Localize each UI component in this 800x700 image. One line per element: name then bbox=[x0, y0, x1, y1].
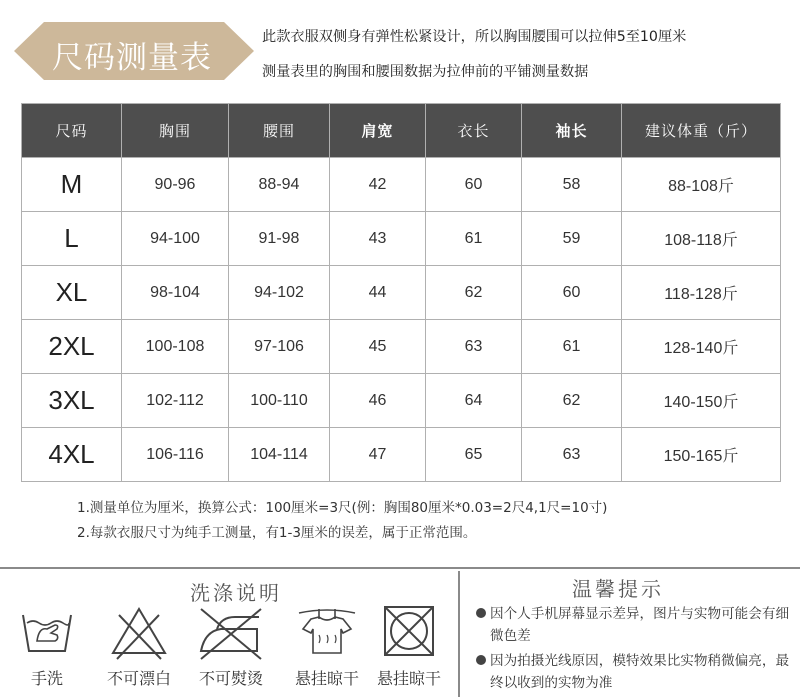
table-cell: 44 bbox=[330, 266, 426, 320]
table-cell: 91-98 bbox=[229, 212, 330, 266]
no-tumble-dry-icon bbox=[379, 605, 439, 661]
table-cell: 128-140斤 bbox=[622, 320, 781, 374]
table-cell: 47 bbox=[330, 428, 426, 482]
table-cell: 59 bbox=[522, 212, 622, 266]
table-cell: 65 bbox=[426, 428, 522, 482]
table-cell: 61 bbox=[426, 212, 522, 266]
table-cell: 94-102 bbox=[229, 266, 330, 320]
table-cell: 63 bbox=[522, 428, 622, 482]
bullet-icon bbox=[476, 655, 486, 665]
header-shoulder: 肩宽 bbox=[330, 104, 426, 158]
table-cell: 106-116 bbox=[122, 428, 229, 482]
header-weight: 建议体重（斤） bbox=[622, 104, 781, 158]
table-cell: 104-114 bbox=[229, 428, 330, 482]
table-row bbox=[22, 212, 781, 266]
care-label: 悬挂晾干 bbox=[376, 669, 441, 688]
tip-text: 因个人手机屏幕显示差异，图片与实物可能会有细微色差 bbox=[490, 606, 790, 644]
table-cell: M bbox=[22, 158, 122, 212]
measurement-notes bbox=[77, 496, 607, 546]
table-cell: 88-94 bbox=[229, 158, 330, 212]
table-cell: 108-118斤 bbox=[622, 212, 781, 266]
table-cell: 42 bbox=[330, 158, 426, 212]
care-label: 不可熨烫 bbox=[198, 669, 263, 688]
header-chest: 胸围 bbox=[122, 104, 229, 158]
care-item-no-iron bbox=[186, 605, 276, 693]
table-cell: 43 bbox=[330, 212, 426, 266]
table-cell: 63 bbox=[426, 320, 522, 374]
table-cell: 88-108斤 bbox=[622, 158, 781, 212]
table-cell: 97-106 bbox=[229, 320, 330, 374]
hand-wash-icon bbox=[17, 605, 77, 661]
care-item-hand-wash bbox=[2, 605, 92, 693]
wash-instructions-title: 洗涤说明 bbox=[190, 581, 282, 605]
note-1: 1.测量单位为厘米，换算公式：100厘米=3尺(例：胸围80厘米*0.03=2尺4,1尺=10寸) bbox=[77, 500, 608, 516]
table-cell: 45 bbox=[330, 320, 426, 374]
table-cell: 62 bbox=[522, 374, 622, 428]
care-item-hang-dry bbox=[282, 605, 372, 693]
table-cell: 150-165斤 bbox=[622, 428, 781, 482]
care-label: 不可漂白 bbox=[106, 669, 171, 688]
table-cell: 58 bbox=[522, 158, 622, 212]
tips-title: 温馨提示 bbox=[572, 577, 664, 601]
table-cell: 140-150斤 bbox=[622, 374, 781, 428]
table-cell: 2XL bbox=[22, 320, 122, 374]
hang-dry-icon bbox=[297, 605, 357, 661]
table-cell: 100-108 bbox=[122, 320, 229, 374]
size-table bbox=[21, 103, 781, 482]
header-note-2: 测量表里的胸围和腰围数据为拉伸前的平铺测量数据 bbox=[262, 64, 589, 80]
tips-list bbox=[476, 603, 796, 697]
tip-text: 因为拍摄光线原因，模特效果比实物稍微偏亮，最终以收到的实物为准 bbox=[490, 653, 790, 691]
care-icons bbox=[12, 605, 458, 695]
table-header-row bbox=[22, 104, 781, 158]
table-cell: 46 bbox=[330, 374, 426, 428]
divider bbox=[0, 567, 800, 569]
table-cell: 118-128斤 bbox=[622, 266, 781, 320]
page-title: 尺码测量表 bbox=[52, 40, 212, 76]
table-cell: 62 bbox=[426, 266, 522, 320]
table-row bbox=[22, 428, 781, 482]
table-cell: L bbox=[22, 212, 122, 266]
table-cell: 4XL bbox=[22, 428, 122, 482]
table-cell: 100-110 bbox=[229, 374, 330, 428]
table-row bbox=[22, 374, 781, 428]
table-cell: 98-104 bbox=[122, 266, 229, 320]
no-bleach-icon bbox=[109, 605, 169, 661]
no-iron-icon bbox=[195, 605, 267, 661]
divider bbox=[458, 571, 460, 697]
header-size: 尺码 bbox=[22, 104, 122, 158]
tip-item bbox=[476, 603, 796, 647]
table-cell: 61 bbox=[522, 320, 622, 374]
table-cell: 94-100 bbox=[122, 212, 229, 266]
care-label: 手洗 bbox=[30, 669, 63, 688]
table-cell: 60 bbox=[522, 266, 622, 320]
care-item-no-tumble-dry bbox=[364, 605, 454, 693]
table-cell: 3XL bbox=[22, 374, 122, 428]
care-item-no-bleach bbox=[94, 605, 184, 693]
care-label: 悬挂晾干 bbox=[294, 669, 359, 688]
header-note-1: 此款衣服双侧身有弹性松紧设计，所以胸围腰围可以拉伸5至10厘米 bbox=[262, 29, 687, 45]
table-cell: XL bbox=[22, 266, 122, 320]
header bbox=[0, 0, 800, 98]
header-length: 衣长 bbox=[426, 104, 522, 158]
bullet-icon bbox=[476, 608, 486, 618]
header-sleeve: 袖长 bbox=[522, 104, 622, 158]
tip-item bbox=[476, 650, 796, 694]
table-row bbox=[22, 266, 781, 320]
note-2: 2.每款衣服尺寸为纯手工测量，有1-3厘米的误差，属于正常范围。 bbox=[77, 525, 477, 541]
title-badge bbox=[14, 18, 254, 84]
header-waist: 腰围 bbox=[229, 104, 330, 158]
table-row bbox=[22, 320, 781, 374]
table-row bbox=[22, 158, 781, 212]
table-cell: 90-96 bbox=[122, 158, 229, 212]
table-cell: 60 bbox=[426, 158, 522, 212]
table-cell: 64 bbox=[426, 374, 522, 428]
table-cell: 102-112 bbox=[122, 374, 229, 428]
